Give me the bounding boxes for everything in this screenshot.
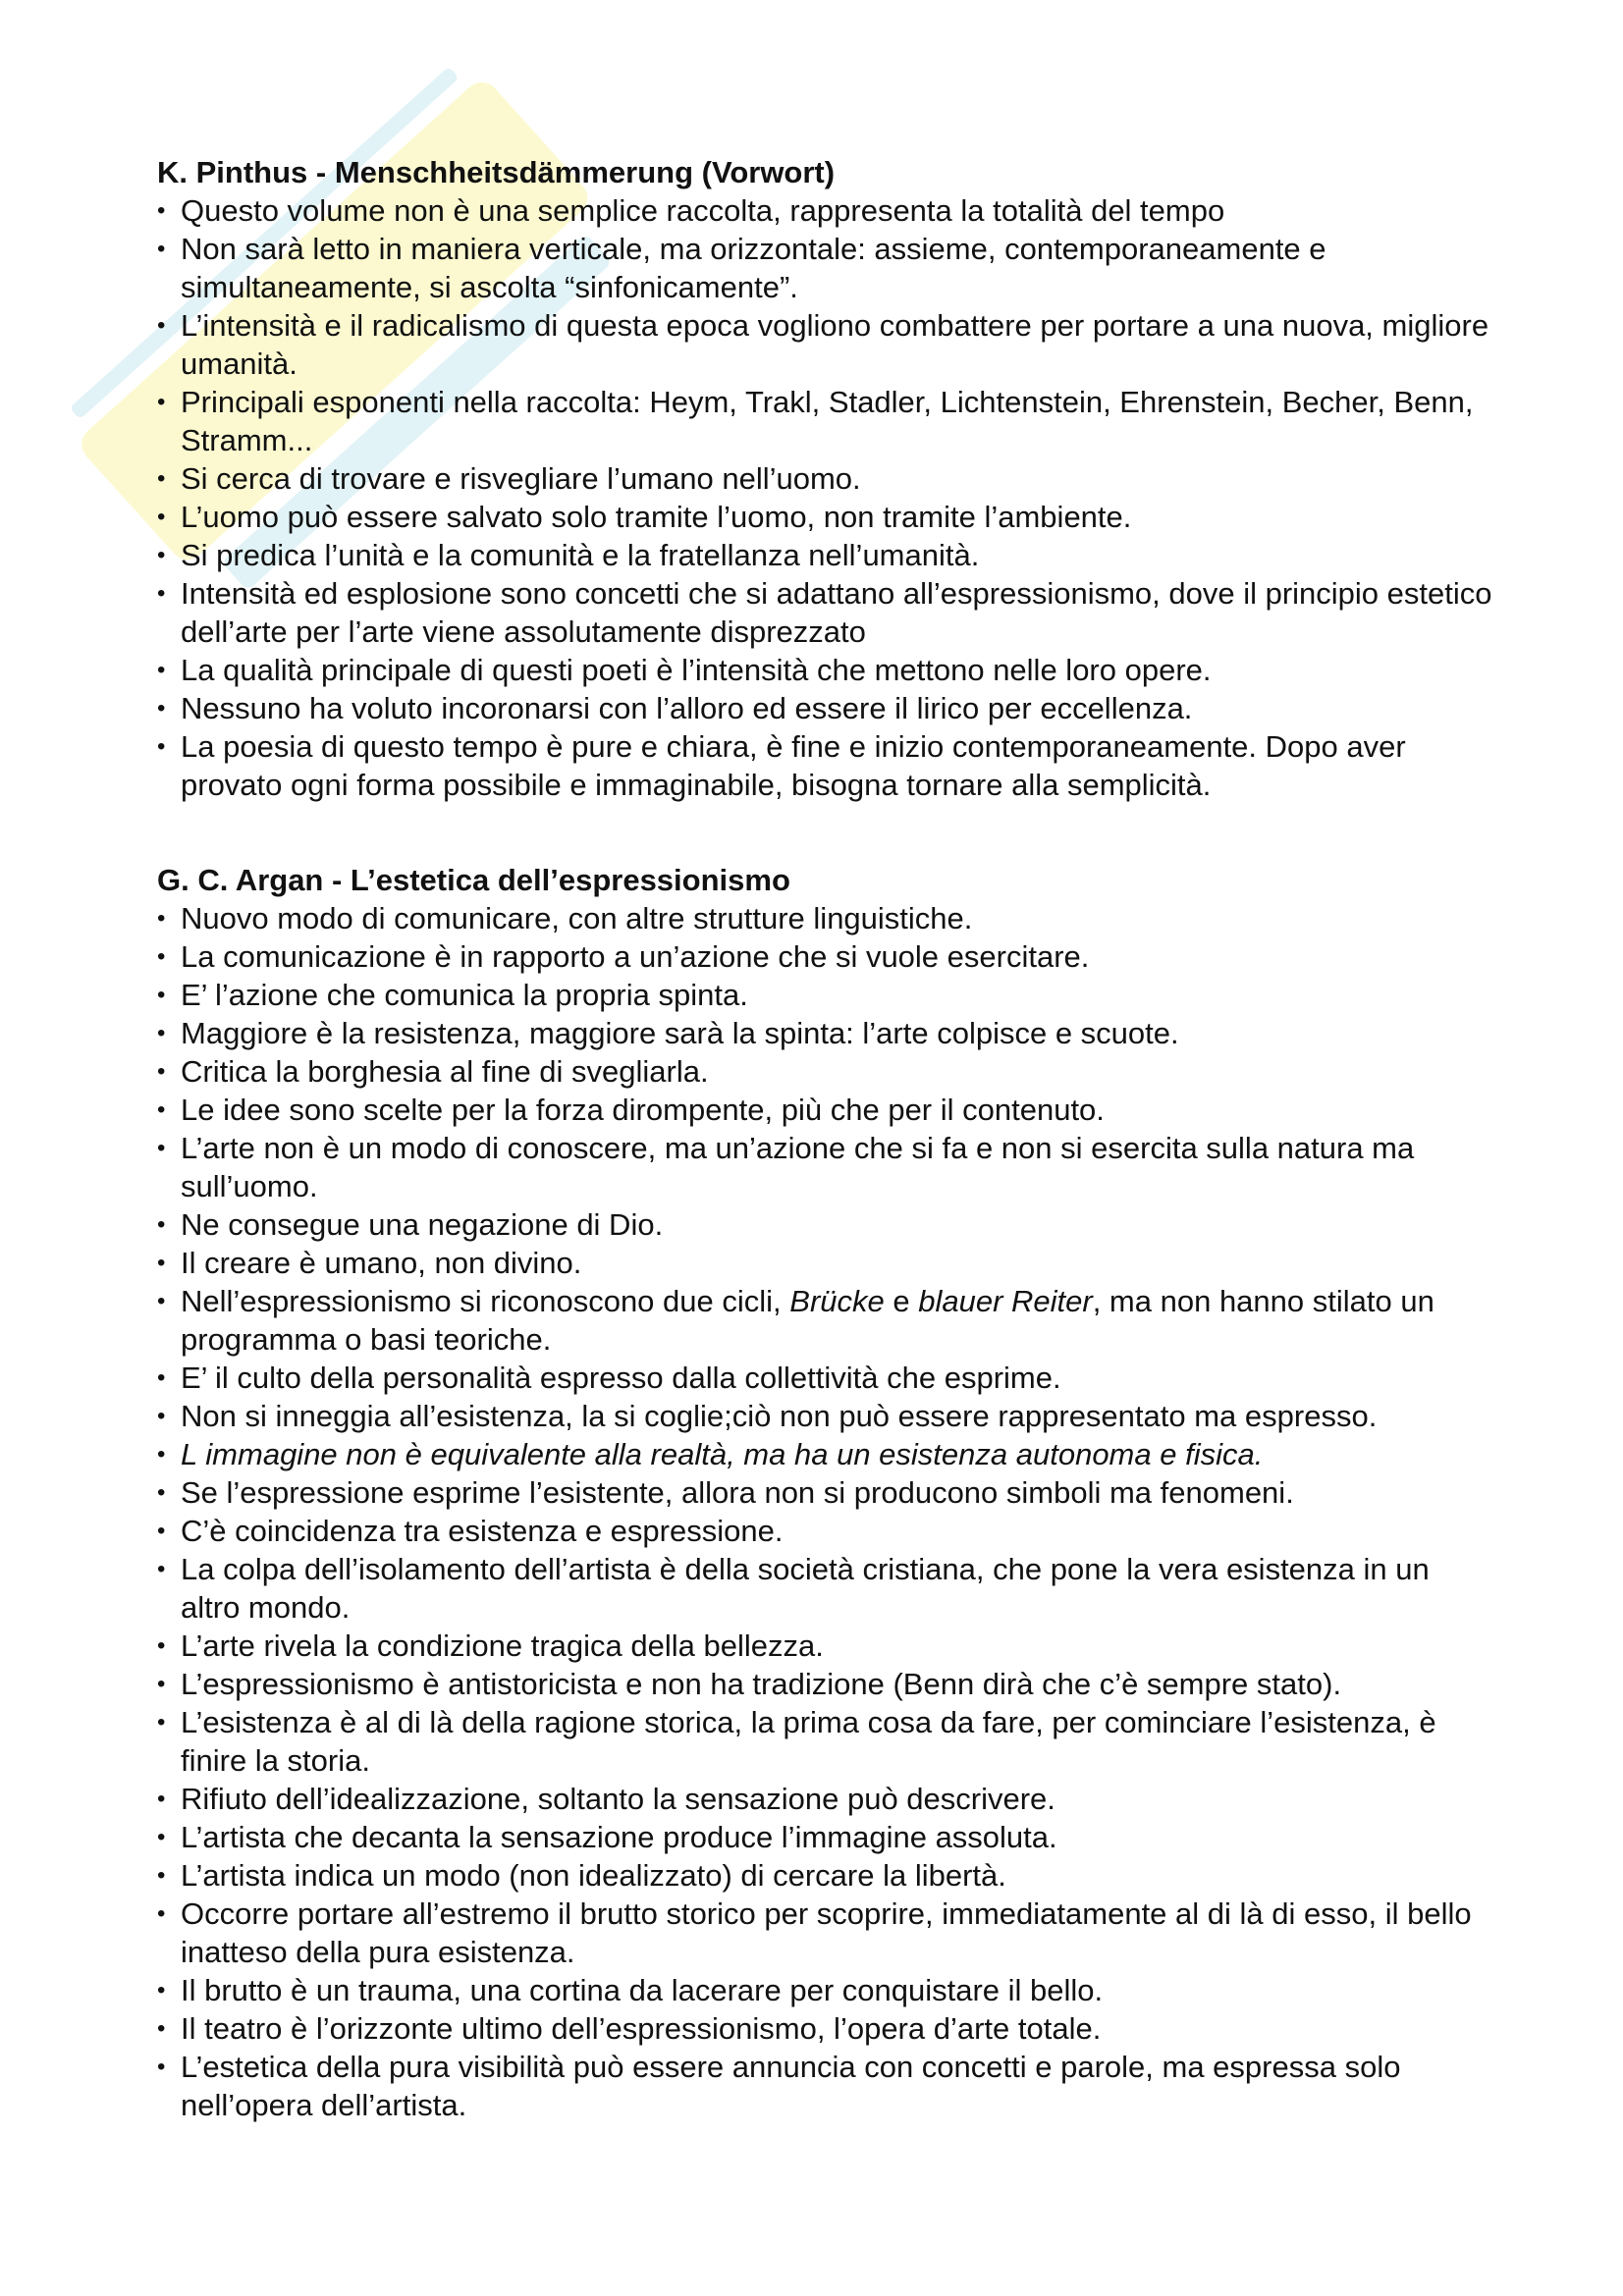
list-item: • Ne consegue una negazione di Dio.	[157, 1205, 1492, 1244]
list-item: • Maggiore è la resistenza, maggiore sarà la spinta: l’arte colpisce e scuote.	[157, 1014, 1492, 1052]
list-item: • E’ l’azione che comunica la propria spinta.	[157, 976, 1492, 1014]
list-item: • Intensità ed esplosione sono concetti che si adattano all’espressionismo, dove il principio estetico dell’arte per l’arte viene assolutamente disprezzato	[157, 574, 1492, 651]
italic-statement: L immagine non è equivalente alla realtà, ma ha un esistenza autonoma e fisica.	[181, 1437, 1264, 1471]
list-item: • L’intensità e il radicalismo di questa epoca vogliono combattere per portare a una nuova, migliore umanità.	[157, 306, 1492, 383]
pinthus-bullets	[157, 191, 1492, 804]
list-item: • L’arte rivela la condizione tragica della bellezza.	[157, 1627, 1492, 1665]
list-item: • Nuovo modo di comunicare, con altre strutture linguistiche.	[157, 899, 1492, 937]
list-item: • Questo volume non è una semplice raccolta, rappresenta la totalità del tempo	[157, 191, 1492, 230]
list-item: • Si cerca di trovare e risvegliare l’umano nell’uomo.	[157, 459, 1492, 498]
list-item: • L’artista indica un modo (non idealizzato) di cercare la libertà.	[157, 1856, 1492, 1895]
list-item: • L’estetica della pura visibilità può essere annuncia con concetti e parole, ma espressa solo nell’opera dell’artista.	[157, 2048, 1492, 2124]
list-item: • L’espressionismo è antistoricista e non ha tradizione (Benn dirà che c’è sempre stato).	[157, 1665, 1492, 1703]
section-title-argan: G. C. Argan - L’estetica dell’espressionismo	[157, 863, 790, 897]
list-item: • Non si inneggia all’esistenza, la si coglie;ciò non può essere rappresentato ma espresso.	[157, 1397, 1492, 1435]
list-item: • Non sarà letto in maniera verticale, ma orizzontale: assieme, contemporaneamente e simultaneamente, si ascolta “sinfonicamente”.	[157, 230, 1492, 306]
list-item: • C’è coincidenza tra esistenza e espressione.	[157, 1512, 1492, 1550]
section-gap	[157, 804, 1492, 861]
list-item: • Principali esponenti nella raccolta: Heym, Trakl, Stadler, Lichtenstein, Ehrenstein, Becher, Benn, Stramm...	[157, 383, 1492, 459]
list-item: • Rifiuto dell’idealizzazione, soltanto la sensazione può descrivere.	[157, 1780, 1492, 1818]
document-page	[157, 153, 1492, 2124]
list-item: • E’ il culto della personalità espresso dalla collettività che esprime.	[157, 1359, 1492, 1397]
list-item: • Il teatro è l’orizzonte ultimo dell’espressionismo, l’opera d’arte totale.	[157, 2009, 1492, 2048]
cycles-text-mid: e	[884, 1284, 919, 1318]
list-item: • La poesia di questo tempo è pure e chiara, è fine e inizio contemporaneamente. Dopo aver provato ogni forma possibile e immaginabile, bisogna tornare alla semplicità.	[157, 727, 1492, 804]
cycles-term-brucke: Brücke	[789, 1284, 885, 1318]
list-item: • Nessuno ha voluto incoronarsi con l’alloro ed essere il lirico per eccellenza.	[157, 689, 1492, 727]
argan-bullets	[157, 899, 1492, 2124]
list-item: • L’arte non è un modo di conoscere, ma un’azione che si fa e non si esercita sulla natura ma sull’uomo.	[157, 1129, 1492, 1205]
list-item: • Occorre portare all’estremo il brutto storico per scoprire, immediatamente al di là di esso, il bello inatteso della pura esistenza.	[157, 1895, 1492, 1971]
list-item: • Se l’espressione esprime l’esistente, allora non si producono simboli ma fenomeni.	[157, 1473, 1492, 1512]
list-item: • L’esistenza è al di là della ragione storica, la prima cosa da fare, per cominciare l’esistenza, è finire la storia.	[157, 1703, 1492, 1780]
list-item: • La comunicazione è in rapporto a un’azione che si vuole esercitare.	[157, 937, 1492, 976]
cycles-term-blauer-reiter: blauer Reiter	[918, 1284, 1093, 1318]
list-item: • Le idee sono scelte per la forza dirompente, più che per il contenuto.	[157, 1091, 1492, 1129]
list-item: • La qualità principale di questi poeti è l’intensità che mettono nelle loro opere.	[157, 651, 1492, 689]
cycles-text-before: Nell’espressionismo si riconoscono due cicli,	[181, 1284, 790, 1318]
list-item-italic	[157, 1435, 1492, 1473]
list-item: • La colpa dell’isolamento dell’artista è della società cristiana, che pone la vera esistenza in un altro mondo.	[157, 1550, 1492, 1627]
list-item: • L’uomo può essere salvato solo tramite l’uomo, non tramite l’ambiente.	[157, 498, 1492, 536]
list-item: • Critica la borghesia al fine di svegliarla.	[157, 1052, 1492, 1091]
list-item: • L’artista che decanta la sensazione produce l’immagine assoluta.	[157, 1818, 1492, 1856]
list-item: • Il brutto è un trauma, una cortina da lacerare per conquistare il bello.	[157, 1971, 1492, 2009]
section-title-pinthus: K. Pinthus - Menschheitsdämmerung (Vorwort)	[157, 155, 836, 189]
list-item: • Il creare è umano, non divino.	[157, 1244, 1492, 1282]
list-item-cycles	[157, 1282, 1492, 1359]
list-item: • Si predica l’unità e la comunità e la fratellanza nell’umanità.	[157, 536, 1492, 574]
cycles-text-after: , ma non hanno stilato un programma o basi teoriche.	[181, 1284, 1434, 1357]
